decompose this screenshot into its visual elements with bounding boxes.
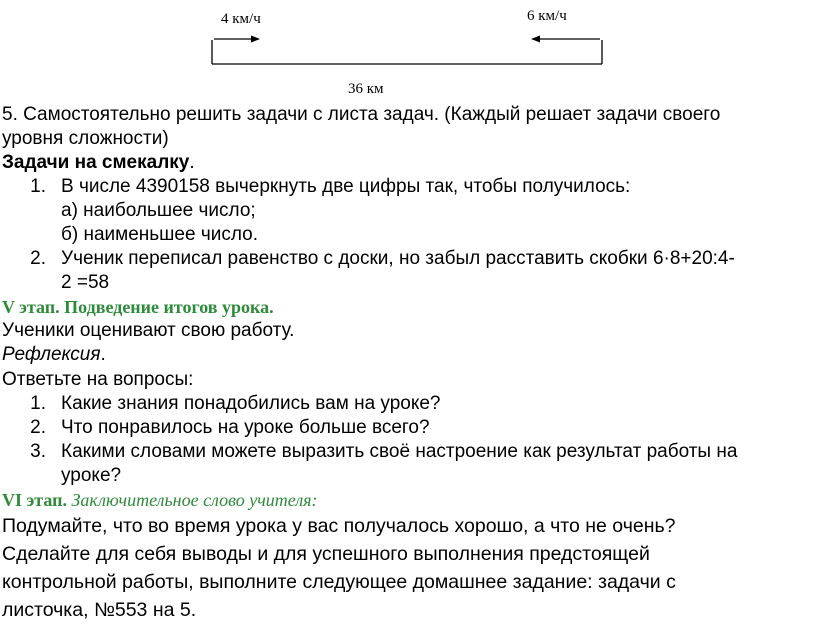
distance-segment [212, 40, 602, 64]
left-speed-label: 4 км/ч [221, 11, 261, 27]
motion-diagram [0, 0, 816, 100]
left-arrow-icon [214, 36, 260, 43]
right-arrow-icon [531, 36, 600, 43]
distance-label: 36 км [348, 81, 384, 97]
right-speed-label: 6 км/ч [527, 8, 567, 24]
